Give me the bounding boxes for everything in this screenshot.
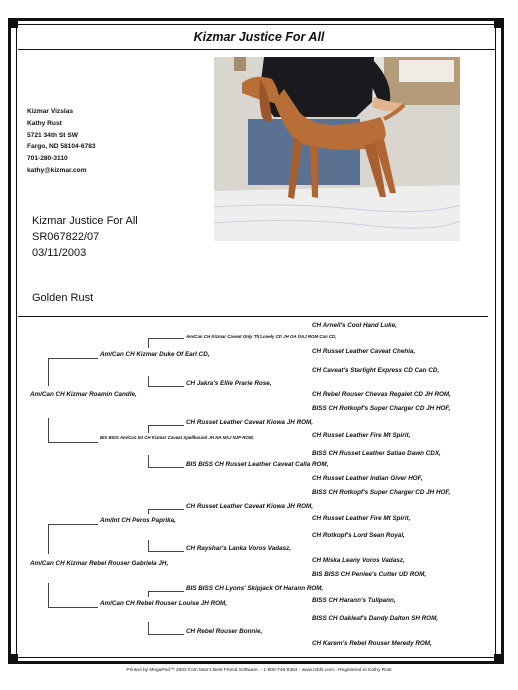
pedigree-entry: CH Russet Leather Fire Mt Spirit, xyxy=(312,515,411,522)
pedigree-entry: CH Rayshar's Lanka Voros Vadasz, xyxy=(186,545,291,552)
birth-date: 03/11/2003 xyxy=(32,247,87,259)
tree-connector xyxy=(148,634,184,635)
tree-connector xyxy=(48,524,49,554)
pedigree-entry: BIS BISS CH Lyons' Skipjack Of Harann ROM, xyxy=(186,585,324,592)
registration-block xyxy=(32,213,138,261)
tree-connector xyxy=(148,425,149,433)
dog-color: Golden Rust xyxy=(32,292,94,304)
tree-connector xyxy=(48,418,49,443)
pedigree-entry: CH Rotkopf's Lord Sean Royal, xyxy=(312,532,405,539)
tree-connector xyxy=(148,338,184,339)
pedigree-dam: Am/Can CH Kizmar Rebel Rouser Gabriela JH, xyxy=(30,560,169,567)
pedigree-entry: BIS BISS Am/Can Int CH Kizmar Caveat Spellbound JH NA NAJ NJP ROM, xyxy=(100,435,254,440)
tree-connector xyxy=(148,540,149,551)
owner-kennel: Kizmar Vizslas xyxy=(27,108,74,115)
pedigree-entry: CH Russet Leather Caveat Kiowa JH ROM, xyxy=(186,419,314,426)
pedigree-entry: CH Russet Leather Caveat Kiowa JH ROM, xyxy=(186,503,314,510)
corner-ornament xyxy=(494,654,504,664)
title-divider xyxy=(18,49,496,50)
tree-connector xyxy=(48,358,49,386)
tree-connector xyxy=(48,442,98,443)
pedigree-entry: CH Russet Leather Fire Mt Spirit, xyxy=(312,432,411,439)
tree-connector xyxy=(148,467,184,468)
tree-connector xyxy=(48,358,98,359)
document-title: Kizmar Justice For All xyxy=(193,30,325,44)
owner-street: 5721 34th St SW xyxy=(27,131,78,139)
tree-connector xyxy=(148,376,149,386)
pedigree-entry: BISS CH Rotkopf's Super Charger CD JH HOF, xyxy=(312,489,451,496)
footer-credit: Printed by MegaPed™ 2003 from Man's Best Friend Software. - 1-800-746-9364 - www.mbfs.com - Registered to Kathy Rust xyxy=(126,668,392,673)
pedigree-sire: Am/Can CH Kizmar Roamin Candle, xyxy=(30,391,137,398)
owner-phone: 701-280-3110 xyxy=(27,155,68,163)
tree-connector xyxy=(48,524,98,525)
pedigree-entry: Am/Int CH Peros Paprika, xyxy=(100,517,176,524)
dog-photo xyxy=(214,57,460,241)
owner-city: Fargo, ND 58104-6783 xyxy=(27,143,96,151)
pedigree-entry: BISS CH Harann's Tulipann, xyxy=(312,597,396,604)
tree-connector xyxy=(148,425,184,426)
pedigree-entry: Am/Can CH Kizmar Caveat Only Th'Lonely CD JH OA OAJ ROM Can CD, xyxy=(186,334,337,339)
tree-connector xyxy=(148,551,184,552)
tree-connector xyxy=(148,509,184,510)
pedigree-entry: CH Arnell's Cool Hand Luke, xyxy=(312,322,397,329)
pedigree-entry: CH Russet Leather Indian Giver HOF, xyxy=(312,475,423,482)
owner-name: Kathy Rust xyxy=(27,119,62,127)
tree-connector xyxy=(148,338,149,348)
tree-connector xyxy=(48,607,98,608)
pedigree-entry: BISS CH Oakleaf's Dandy Dalton SH ROM, xyxy=(312,615,439,622)
tree-connector xyxy=(148,622,149,634)
pedigree-entry: CH Karem's Rebel Rouser Meredy ROM, xyxy=(312,640,432,647)
tree-connector xyxy=(48,583,49,607)
pedigree-entry: BIS BISS CH Russet Leather Caveat Calla ROM, xyxy=(186,461,329,468)
pedigree-entry: BISS CH Russet Leather Satiao Dawn CDX, xyxy=(312,450,441,457)
owner-email: kathy@kizmar.com xyxy=(27,166,87,174)
pedigree-entry: CH Miska Leany Voros Vadasz, xyxy=(312,557,405,564)
pedigree-entry: CH Caveat's Starlight Express CD Can CD, xyxy=(312,367,440,374)
pedigree-entry: Am/Can CH Kizmar Duke Of Earl CD, xyxy=(100,351,210,358)
dog-name: Kizmar Justice For All xyxy=(32,215,138,227)
pedigree-entry: CH Russet Leather Caveat Chehia, xyxy=(312,348,416,355)
pedigree-entry: BIS BISS CH Penlee's Cutter UD ROM, xyxy=(312,571,427,578)
registration-number: SR067822/07 xyxy=(32,231,100,243)
corner-ornament xyxy=(494,18,504,28)
pedigree-entry: CH Jakra's Ellie Prarie Rose, xyxy=(186,380,272,387)
owner-info xyxy=(27,106,96,177)
pedigree-entry: CH Rebel Rouser Bonnie, xyxy=(186,628,263,635)
section-divider xyxy=(18,316,488,317)
corner-ornament xyxy=(8,18,18,28)
tree-connector xyxy=(148,455,149,467)
pedigree-entry: Am/Can CH Rebel Rouser Louise JH ROM, xyxy=(100,600,228,607)
tree-connector xyxy=(148,386,184,387)
corner-ornament xyxy=(8,654,18,664)
pedigree-entry: BISS CH Rotkopf's Super Charger CD JH HOF, xyxy=(312,405,451,412)
pedigree-entry: CH Rebel Rouser Chevas Regalet CD JH ROM, xyxy=(312,391,451,398)
tree-connector xyxy=(148,591,184,592)
